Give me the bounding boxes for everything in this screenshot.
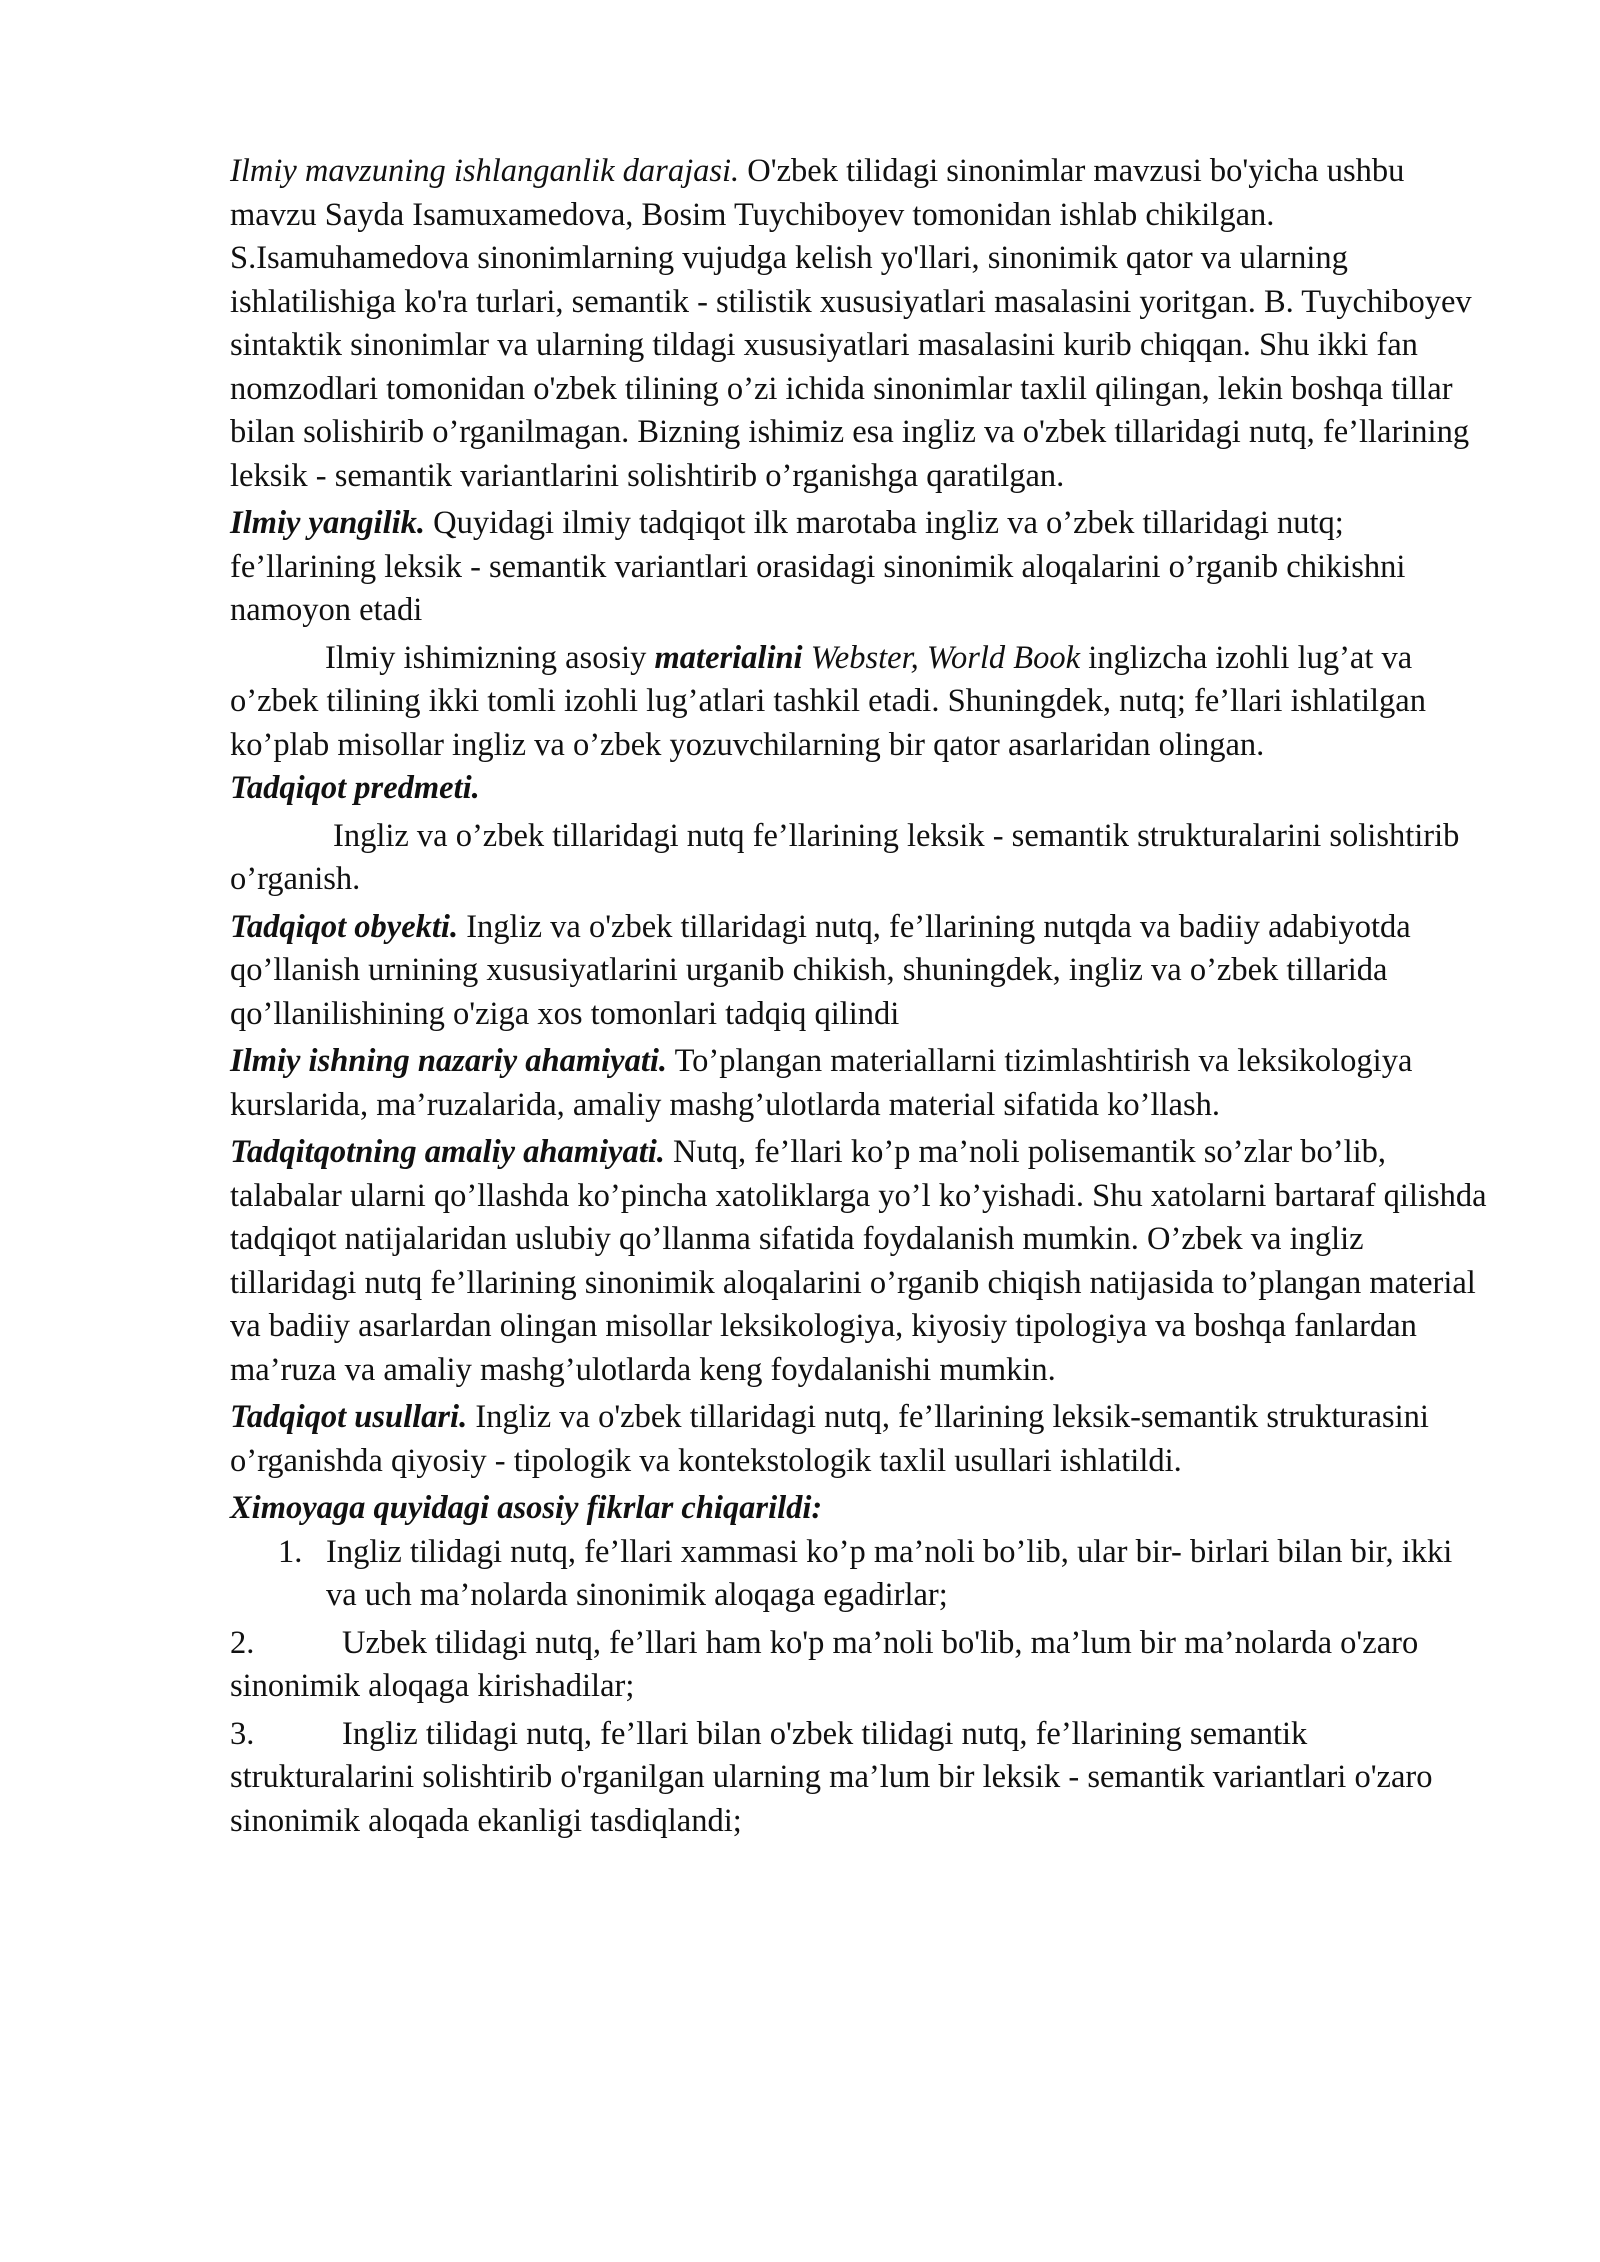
list-item-text: Ingliz tilidagi nutq, fe’llari bilan o'zbek tilidagi nutq, fe’llarining semantik strukturalarini solishtirib o'rganilgan ularning ma’lum bir leksik - semantik variantlari o'zaro sinonimik aloqada ekanligi tasdiqlandi;: [230, 1715, 1433, 1839]
heading-theoretical-significance: Ilmiy ishning nazariy ahamiyati.: [230, 1043, 668, 1079]
list-item: [278, 1531, 1490, 1618]
text-material-a: Ilmiy ishimizning asosiy: [325, 639, 655, 676]
paragraph-research-methods: [230, 1396, 1490, 1483]
document-page: [230, 150, 1490, 1843]
text-theoretical-significance: To’plangan materiallarni tizimlashtirish va leksikologiya kurslarida, ma’ruzalarida, amaliy mashg’ulotlarda material sifatida ko’llash.: [230, 1043, 1413, 1123]
term-material: materialini: [654, 639, 803, 676]
paragraph-scientific-novelty: [230, 502, 1490, 633]
text-research-object: Ingliz va o'zbek tillaridagi nutq, fe’llarining nutqda va badiiy adabiyotda qo’llanish urnining xususiyatlarini urganib chikish, shuningdek, ingliz va o’zbek tillarida qo’llanilishining o'ziga xos tomonlari tadqiq qilindi: [230, 908, 1411, 1032]
heading-research-object: Tadqiqot obyekti.: [230, 908, 459, 945]
list-item-text: Ingliz tilidagi nutq, fe’llari xammasi ko’p ma’noli bo’lib, ular bir- birlari bilan bir, ikki va uch ma’nolarda sinonimik aloqaga egadirlar;: [326, 1533, 1453, 1613]
term-dictionaries: Webster, World Book: [802, 639, 1081, 676]
paragraph-practical-significance: [230, 1131, 1490, 1392]
text-research-subject: Ingliz va o’zbek tillaridagi nutq fe’llarining leksik - semantik strukturalarini solishtirib o’rganish.: [230, 817, 1460, 897]
heading-research-subject: Tadqiqot predmeti.: [230, 770, 480, 806]
paragraph-development-degree: [230, 150, 1490, 498]
list-item-number: 2.: [230, 1624, 255, 1661]
heading-practical-significance: Tadqitqotning amaliy ahamiyati.: [230, 1134, 665, 1170]
text-scientific-novelty: Quyidagi ilmiy tadqiqot ilk marotaba ingliz va o’zbek tillaridagi nutq; fe’llarining leksik - semantik variantlari orasidagi sinonimik aloqalarini o’rganib chikishni namoyon etadi: [230, 505, 1406, 628]
paragraph-theoretical-significance: [230, 1040, 1490, 1127]
text-research-methods: Ingliz va o'zbek tillaridagi nutq, fe’llarining leksik-semantik strukturasini o’rganishda qiyosiy - tipologik va kontekstologik taxlil usullari ishlatildi.: [230, 1399, 1429, 1479]
list-item: [230, 1713, 1490, 1844]
text-development-degree: O'zbek tilidagi sinonimlar mavzusi bo'yicha ushbu mavzu Sayda Isamuxamedova, Bosim Tuychiboyev tomonidan ishlab chikilgan. S.Isamuhamedova sinonimlarning vujudga kelish yo'llari, sinonimik qator va ularning ishlatilishiga ko'ra turlari, semantik - stilistik xususiyatlari masalasini yoritgan. B. Tuychiboyev sintaktik sinonimlar va ularning tildagi xususiyatlari masalasini kurib chiqqan. Shu ikki fan nomzodlari tomonidan o'zbek tilining o’zi ichida sinonimlar taxlil qilingan, lekin boshqa tillar bilan solishirib o’rganilmagan. Bizning ishimiz esa ingliz va o'zbek tillaridagi nutq, fe’llarining leksik - semantik variantlarini solishtirib o’rganishga qaratilgan.: [230, 153, 1472, 494]
list-item-number: 3.: [230, 1715, 255, 1752]
text-practical-significance: Nutq, fe’llari ko’p ma’noli polisemantik so’zlar bo’lib, talabalar ularni qo’llashda ko’pincha xatoliklarga yo’l ko’yishadi. Shu xatolarni bartaraf qilishda tadqiqot natijalaridan uslubiy qo’llanma sifatida foydalanish mumkin. O’zbek va ingliz tillaridagi nutq fe’llarining sinonimik aloqalarini o’rganib chiqish natijasida to’plangan material va badiiy asarlardan olingan misollar leksikologiya, kiyosiy tipologiya va boshqa fanlardan ma’ruza va amaliy mashg’ulotlarda keng foydalanishi mumkin.: [230, 1134, 1487, 1388]
heading-scientific-novelty: Ilmiy yangilik.: [230, 505, 425, 541]
list-item-text: Uzbek tilidagi nutq, fe’llari ham ko'p ma’noli bo'lib, ma’lum bir ma’nolarda o'zaro sinonimik aloqaga kirishadilar;: [230, 1624, 1419, 1704]
list-item: [230, 1622, 1490, 1709]
paragraph-research-object: [230, 906, 1490, 1037]
heading-defense-points: Ximoyaga quyidagi asosiy fikrlar chiqarildi:: [230, 1490, 823, 1526]
heading-development-degree: Ilmiy mavzuning ishlanganlik darajasi.: [230, 153, 740, 189]
list-item-number: 1.: [278, 1533, 303, 1570]
heading-research-methods: Tadqiqot usullari.: [230, 1399, 468, 1435]
text-material-d: inglizcha izohli lug’at va o’zbek tilining ikki tomli izohli lug’atlari tashkil etadi. Shuningdek, nutq; fe’llari ishlatilgan ko’plab misollar ingliz va o’zbek yozuvchilarning bir qator asarlaridan olingan.: [230, 639, 1426, 763]
paragraph-research-material: [230, 637, 1490, 768]
